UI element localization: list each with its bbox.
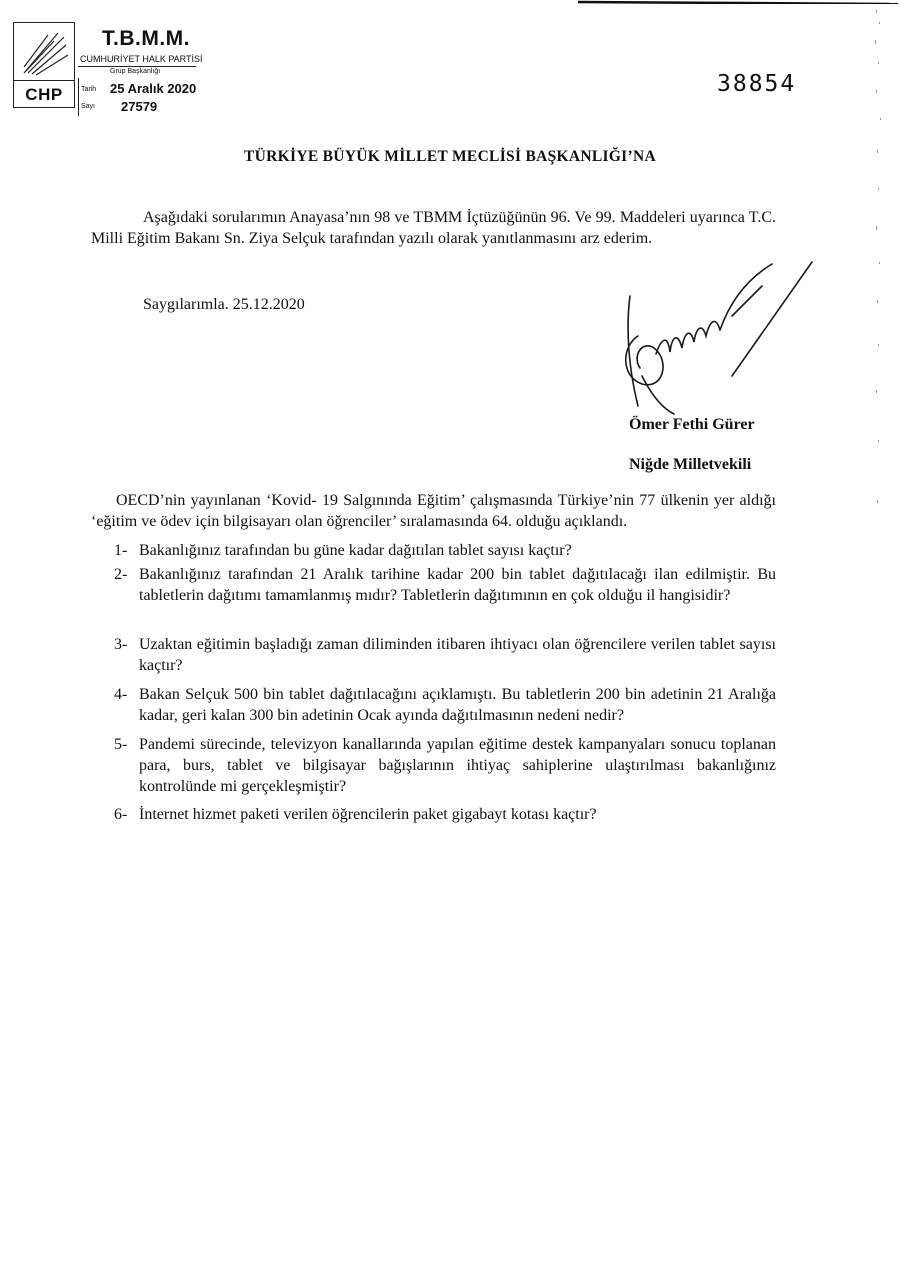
logo-text: CHP bbox=[25, 85, 63, 104]
context-paragraph: OECD’nin yayınlanan ‘Kovid- 19 Salgınında Eğitim’ çalışmasında Türkiye’nin 77 ülkenin yer aldığı ‘eğitim ve ödev için bilgisayarı olan öğrenciler’ sıralamasında 64. olduğu açıklandı. bbox=[91, 492, 776, 530]
chp-logo bbox=[13, 22, 75, 108]
number-value: 27579 bbox=[121, 99, 158, 114]
logo-divider bbox=[14, 80, 74, 81]
question-text: Bakan Selçuk 500 bin tablet dağıtılacağını açıklamıştı. Bu tabletlerin 200 bin adetinin 21 Aralığa kadar, geri kalan 300 bin adetinin Ocak ayında dağıtılmasının nedeni nedir? bbox=[139, 686, 776, 724]
question-text: Bakanlığınız tarafından bu güne kadar dağıtılan tablet sayısı kaçtır? bbox=[139, 542, 572, 559]
scan-top-rule bbox=[578, 0, 898, 4]
date-label: Tarih bbox=[81, 86, 97, 93]
intro-paragraph: Aşağıdaki sorularımın Anayasa’nın 98 ve TBMM İçtüzüğünün 96. Ve 99. Maddeleri uyarınca T.C. Milli Eğitim Bakanı Sn. Ziya Selçuk tarafından yazılı olarak yanıtlanmasını arz ederim. bbox=[91, 209, 776, 247]
signer-title: Niğde Milletvekili bbox=[629, 456, 752, 473]
question-text: Uzaktan eğitimin başladığı zaman diliminden itibaren ihtiyacı olan öğrencilere verilen tablet sayısı kaçtır? bbox=[139, 636, 776, 674]
date-value: 25 Aralık 2020 bbox=[110, 81, 197, 96]
number-label: Sayı bbox=[81, 103, 96, 110]
registration-number: 38854 bbox=[717, 71, 797, 97]
party-name: CUMHURİYET HALK PARTİSİ bbox=[80, 54, 203, 64]
question-number: 2- bbox=[114, 566, 128, 583]
stamp-vertical-line bbox=[78, 78, 79, 116]
question-number: 4- bbox=[114, 686, 128, 703]
question-text: Pandemi sürecinde, televizyon kanallarında yapılan eğitime destek kampanyaları sonucu toplanan para, burs, tablet ve bilgisayar bağışlarının ihtiyaç sahiplerine ulaştırılması bakanlığınız kontrolünde mi gerçekleşmiştir? bbox=[139, 736, 776, 795]
signer-name: Ömer Fethi Gürer bbox=[629, 416, 755, 433]
question-text: Bakanlığınız tarafından 21 Aralık tarihine kadar 200 bin tablet dağıtılacağı ilan edilmiştir. Bu tabletlerin dağıtımı tamamlanmış mıdır? Tabletlerin dağıtımının en çok olduğu il hangisidir? bbox=[139, 566, 776, 604]
question-number: 3- bbox=[114, 636, 128, 653]
question-number: 1- bbox=[114, 542, 128, 559]
signature-image bbox=[612, 256, 822, 466]
group-name: Grup Başkanlığı bbox=[110, 68, 161, 75]
stamp-divider bbox=[78, 66, 196, 67]
closing-line: Saygılarımla. 25.12.2020 bbox=[143, 296, 305, 313]
question-text: İnternet hizmet paketi verilen öğrencilerin paket gigabayt kotası kaçtır? bbox=[139, 806, 597, 823]
six-arrows-icon bbox=[18, 27, 70, 79]
document-title: TÜRKİYE BÜYÜK MİLLET MECLİSİ BAŞKANLIĞI’NA bbox=[244, 148, 656, 165]
question-number: 5- bbox=[114, 736, 128, 753]
scan-edge-artifacts bbox=[872, 0, 886, 560]
institution-title: T.B.M.M. bbox=[102, 27, 190, 50]
question-number: 6- bbox=[114, 806, 128, 823]
